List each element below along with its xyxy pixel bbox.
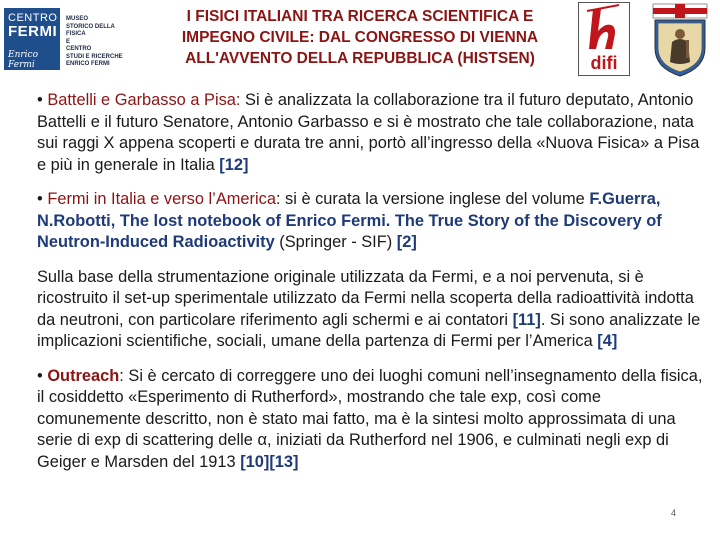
- centro-fermi-logo-mark: [4, 8, 60, 70]
- paragraph-fermi-america: [37, 189, 705, 254]
- logo-line-centro: CENTRO: [8, 12, 58, 24]
- logo-text-line: CENTRO: [66, 46, 92, 52]
- genova-crest: [650, 2, 710, 78]
- difi-logo-word: difi: [590, 53, 618, 73]
- citation-ref: [12]: [219, 155, 249, 174]
- logo-line-fermi: FERMI: [8, 23, 58, 40]
- citation-ref: [11]: [512, 310, 541, 329]
- page-number: 4: [671, 508, 677, 518]
- heading-colon: :: [119, 366, 124, 385]
- citation-ref: [4]: [597, 332, 618, 350]
- citation-ref: [2]: [396, 233, 417, 251]
- logo-text-line: MUSEO: [66, 16, 89, 22]
- heading-fermi-america: Fermi in Italia e verso l’America: [47, 190, 276, 208]
- bullet: •: [37, 190, 43, 208]
- bullet: •: [37, 91, 43, 109]
- heading-colon: :: [235, 91, 241, 109]
- alpha-symbol: α: [257, 431, 267, 449]
- heading-outreach: Outreach: [47, 366, 120, 385]
- centro-fermi-logo-text: [66, 16, 132, 69]
- paragraph-text: si è curata la versione inglese del volume: [280, 190, 590, 208]
- paragraph-text: , iniziati da Rutherford nel 1906, e culminati negli exp di Geiger e Marsden del 1913: [37, 431, 669, 471]
- centro-fermi-logo: [4, 8, 134, 70]
- citation-ref: [10]: [240, 452, 270, 471]
- difi-logo: [578, 2, 630, 76]
- paragraph-text: Sulla base della strumentazione originale utilizzata da Fermi, e a noi pervenuta, si è ricostruito il set-up sperimentale utilizzato da Fermi nella scoperta della radioattività indotta da neutroni, con particolare riferimento agli schermi e ai contatori: [37, 267, 694, 329]
- slide-title: I FISICI ITALIANI TRA RICERCA SCIENTIFICA E IMPEGNO CIVILE: DAL CONGRESSO DI VIENNA ALL'AVVENTO DELLA REPUBBLICA (HISTSEN): [181, 8, 539, 67]
- paragraph-strumentazione: [37, 267, 705, 353]
- paragraph-text: Si è analizzata la collaborazione tra il futuro deputato, Antonio Battelli e il futuro Senatore, Antonio Garbasso e si è mostrato che tale collaborazione, nata sui raggi X appena scoperti e durata tre anni, portò all’ingresso della «Nuova Fisica» a Pisa e più in generale in Italia: [37, 91, 700, 174]
- paragraph-outreach: [37, 366, 705, 474]
- heading-battelli-garbasso: Battelli e Garbasso a Pisa: [47, 91, 236, 109]
- logo-text-line: STUDI E RICERCHE: [66, 53, 123, 60]
- logo-text-line: STORICO DELLA FISICA: [66, 23, 115, 37]
- crest-shield-icon: [650, 2, 710, 78]
- logo-text-line: ENRICO FERMI: [66, 61, 110, 67]
- slide-body: [37, 90, 705, 486]
- paragraph-text: . Si sono analizzate le implicazioni scientifiche, sociali, umane della partenza di Fermi per l’America: [37, 310, 701, 350]
- bullet: •: [37, 366, 43, 385]
- paragraph-text: (Springer - SIF): [274, 233, 397, 251]
- difi-logo-icon: [579, 3, 629, 75]
- book-title: F.Guerra, N.Robotti, The lost notebook of Enrico Fermi. The True Story of the Discovery of Neutron-Induced Radioactivity: [37, 190, 662, 251]
- logo-text-line: E: [66, 38, 71, 45]
- citation-ref: [13]: [269, 452, 299, 471]
- paragraph-text: Si è cercato di correggere uno dei luoghi comuni nell’insegnamento della fisica, il cosiddetto «Esperimento di Rutherford», mostrando che tale exp, così come comunemente descritto, non è stato mai fatto, ma è la sintesi molto approssimata di una serie di exp di scattering delle: [37, 366, 703, 449]
- slide-header: [0, 0, 720, 82]
- paragraph-battelli-garbasso: [37, 90, 705, 176]
- heading-colon: :: [275, 190, 281, 208]
- logo-signature: Enrico Fermi: [8, 50, 39, 70]
